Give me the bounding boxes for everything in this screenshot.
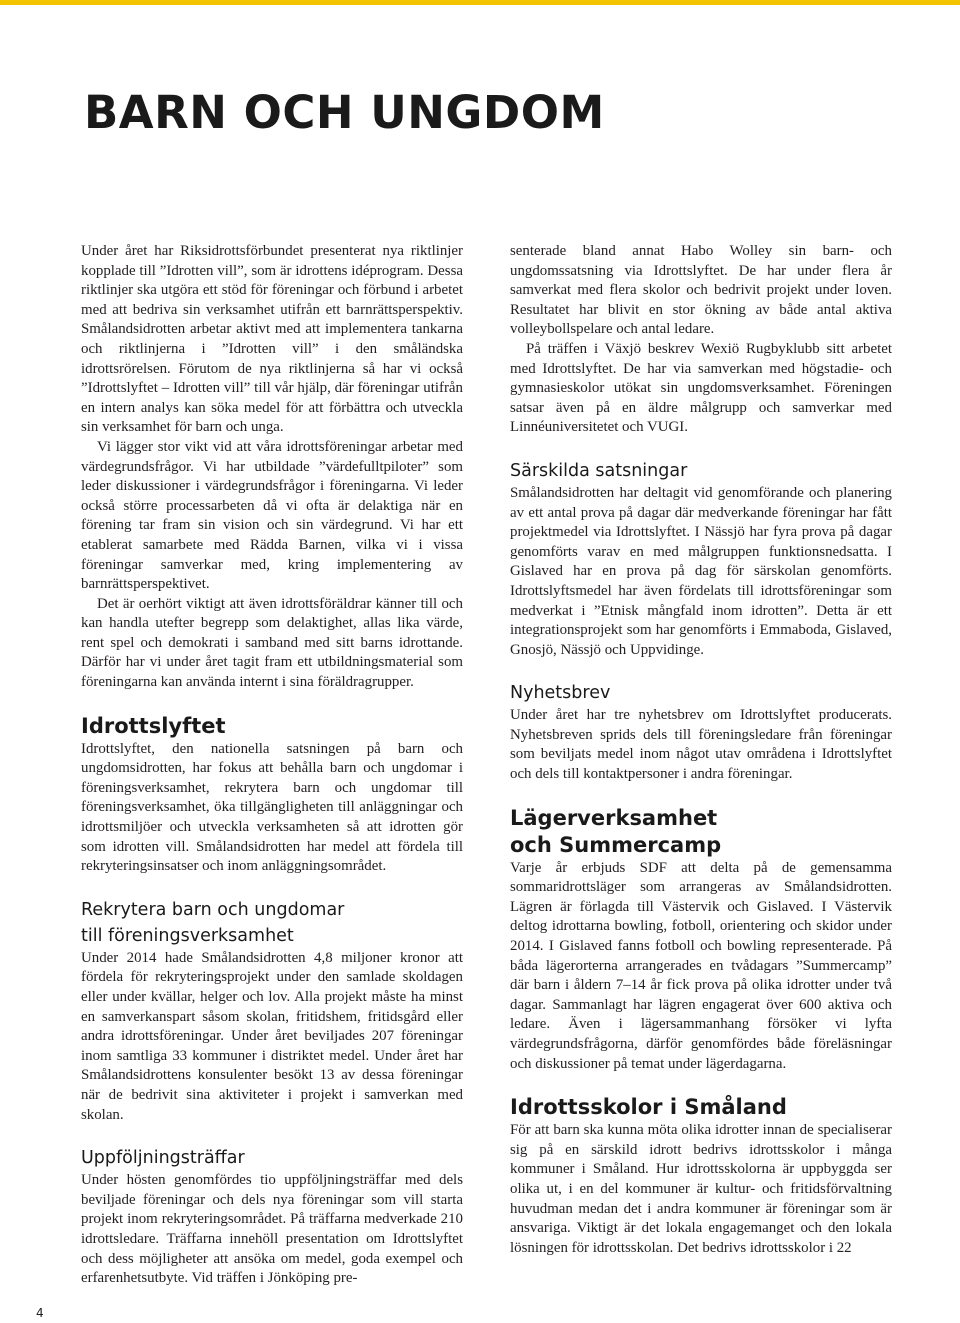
idrottsskolor-paragraph: För att barn ska kunna möta olika idrotter innan de specialiserar sig på en särskild idrott bedrivs idrottsskolor i många kommuner i Småland. Hur idrottsskolorna är uppbyggda ser olika ut, i en del kommuner är kultur- och fritidsförvaltning huvudman medan det i andra kommuner är föreningar som är ansvariga. Viktigt är det lokala engagemanget och den lokala lösningen för idrottsskolan. Det bedrivs idrottsskolor i 22 <box>510 1122 892 1256</box>
uppfoljning-paragraph: Under hösten genomfördes tio uppföljningsträffar med dels beviljade föreningar och dels nya föreningar som vill starta projekt inom rekryteringsområdet. På träffarna medverkade 210 idrottsledare. Träffarna innehöll presentation om Idrottslyftet och dess möjligheter att ansöka om medel, goda exempel och erfarenhetsutbyte. Vid träffen i Jönköping pre- <box>81 1172 463 1287</box>
intro-paragraph: Under året har Riksidrottsförbundet presenterat nya riktlinjer kopplade till ”Idrotten vill”, som är idrottens idéprogram. Dessa riktlinjer ska utgöra ett stöd för föreningar och förbund i arbetet med att bedriva sin verksamhet utifrån ett barnrättsperspektiv. Smålandsidrotten arbetar aktivt med att implementera tankarna och riktlinjerna i ”Idrotten vill” i den småländska idrottsrörelsen. Förutom de nya riktlinjerna så har vi också ”Idrottslyftet – Idrotten vill” till vår hjälp, där föreningar utifrån en intern analys kan söka medel för att förbättra och utveckla sin verksamhet för barn och unga. <box>81 243 463 436</box>
lager-heading-line1: Lägerverksamhet <box>510 805 718 830</box>
page-number: 4 <box>36 1306 44 1320</box>
rekrytera-heading-line2: till föreningsverksamhet <box>81 925 294 946</box>
nyhetsbrev-paragraph: Under året har tre nyhetsbrev om Idrottslyftet producerats. Nyhetsbreven sprids dels till föreningsledare från föreningar som beviljats medel inom något utav områdena i Idrottslyftet och dels till kontaktpersoner i andra föreningar. <box>510 707 892 783</box>
page-title: BARN OCH UNGDOM <box>84 86 605 139</box>
idrottslyftet-heading: Idrottslyftet <box>81 713 226 738</box>
right-column <box>510 242 892 1258</box>
values-paragraph: Vi lägger stor vikt vid att våra idrottsföreningar arbetar med värdegrundsfrågor. Vi har utbildade ”värdefulltpiloter” som leder diskussioner i värdegrundsfrågor i föreningarna. Vi leder också större processarbeten då vi ofta är delaktiga när en förening tar fram sin vision och sin värdegrund. Vi har ett etablerat samarbete med Rädda Barnen, vilka vi i vissa föreningar samverkar med, kring implementering av barnrättsperspektivet. <box>81 438 463 593</box>
left-column <box>81 242 463 1289</box>
idrottslyftet-paragraph: Idrottslyftet, den nationella satsningen på barn och ungdomsidrotten, har fokus att behålla barn och ungdomar i föreningsverksamhet, rekrytera barn och ungdomar till föreningsverksamhet, öka tillgängligheten till anläggningar och idrottsmiljöer och utveckla verksamheten så att idrotten gör som idrotten vill. Smålandsidrotten har medel att fördela till rekryteringsinsatser och inom anläggningsområdet. <box>81 740 463 875</box>
rekrytera-heading <box>81 897 463 949</box>
nyhetsbrev-heading: Nyhetsbrev <box>510 683 611 704</box>
rekrytera-paragraph: Under 2014 hade Smålandsidrotten 4,8 miljoner kronor att fördela för rekryteringsprojekt under den samlade skoldagen eller under kvällar, helger och lov. Alla projekt måste ha minst en samverkanspart såsom skolan, fritidshem, fritidsgård eller andra idrottsföreningar. Under året beviljades 207 föreningar inom samtliga 33 kommuner i distriktet medel. Under året har Smålandsidrottens konsulenter besökt 13 av dessa föreningar när de bedrivit sina aktiviteter i projekt i samverkan med skolan. <box>81 949 463 1123</box>
lager-heading-line2: och Summercamp <box>510 832 722 857</box>
parents-paragraph: Det är oerhört viktigt att även idrottsföräldrar känner till och kan handla utefter begrepp som delaktighet, allas lika värde, rent spel och demokrati i samband med sitt barns idrottande. Därför har vi under året tagit fram ett utbildningsmaterial som föreningarna kan använda internt i sina föräldragrupper. <box>81 595 463 691</box>
sarskilda-paragraph: Smålandsidrotten har deltagit vid genomförande och planering av ett antal prova på dagar där medverkande föreningar har fått projektmedel via Idrottslyftet. I Nässjö har fyra prova på dagar genomförts varav en med målgruppen funktionsnedsatta. I Gislaved har en prova på dag för särskolan genomförts. Idrottslyftsmedel har även fördelats till idrottsföreningar som medverkat i ”Etnisk mångfald inom idrotten”. Detta är ett integrationsprojekt som har genomförts i Emmaboda, Gislaved, Gnosjö, Nässjö och Uppvidinge. <box>510 484 892 658</box>
rekrytera-heading-line1: Rekrytera barn och ungdomar <box>81 899 345 920</box>
vaxjo-paragraph: På träffen i Växjö beskrev Wexiö Rugbyklubb sitt arbetet med Idrottslyftet. De har via samverkan med högstadie- och gymnasieskolor utökat sin ungdomsverksamhet. Föreningen satsar även på en äldre målgrupp och samverkar med Linnéuniversitetet och VUGI. <box>510 340 892 436</box>
uppfoljning-heading: Uppföljningsträffar <box>81 1148 245 1169</box>
habo-paragraph: senterade bland annat Habo Wolley sin barn- och ungdomssatsning via Idrottslyftet. De har under flera år samverkat med flera skolor och bedrivit projekt under loven. Resultatet har blivit en stor ökning av både antal aktiva volleybollspelare och antal ledare. <box>510 243 892 338</box>
idrottsskolor-heading: Idrottsskolor i Småland <box>510 1095 787 1120</box>
sarskilda-heading: Särskilda satsningar <box>510 460 688 481</box>
top-accent-bar <box>0 0 960 5</box>
lager-heading <box>510 805 892 859</box>
lager-paragraph: Varje år erbjuds SDF att delta på de gemensamma sommaridrottsläger som arrangeras av Smålandsidrotten. Lägren är förlagda till Västervik och Gislaved. I Västervik deltog idrottarna bowling, fotboll, orientering och skidor under 2014. I Gislaved fanns fotboll och bowling representerade. På båda lägerorterna arrangerades en tvådagars ”Summercamp” där barn i åldern 7–14 år fick prova på olika idrotter under två dagar. Sammanlagt har lägren engagerat över 600 aktiva och ledare. Även i lägersammanhang försöker vi lyfta värdegrundsfrågorna, därför genomfördes både föreläsningar och diskussioner på temat under lägerdagarna. <box>510 859 892 1072</box>
